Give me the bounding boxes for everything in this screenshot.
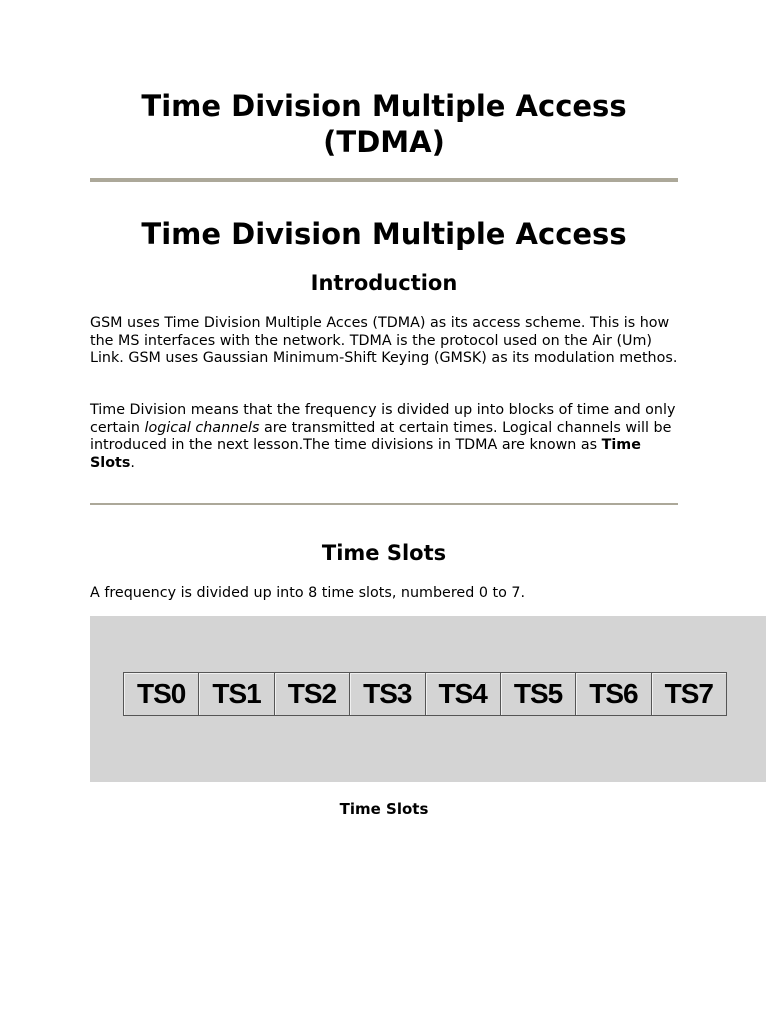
figure-caption: Time Slots	[339, 800, 429, 818]
time-slots-heading: Time Slots	[321, 541, 447, 565]
introduction-paragraph-2	[90, 402, 680, 472]
time-slot-cell: TS0	[124, 673, 199, 715]
introduction-heading: Introduction	[310, 271, 458, 295]
time-slot-cell: TS4	[426, 673, 501, 715]
paragraph-2-text-a: Time Division means that the frequency is divided up into blocks of time and only certain	[90, 402, 676, 436]
title-divider	[90, 178, 678, 182]
document-title-line1: Time Division Multiple Access	[141, 89, 627, 123]
introduction-paragraph-1: GSM uses Time Division Multiple Acces (TDMA) as its access scheme. This is how the MS interfaces with the network. TDMA is the protocol used on the Air (Um) Link. GSM uses Gaussian Minimum-Shift Keying (GMSK) as its modulation methos.	[90, 315, 678, 367]
time-slot-cell: TS5	[501, 673, 576, 715]
time-slot-cell: TS6	[576, 673, 651, 715]
time-slots-paragraph: A frequency is divided up into 8 time slots, numbered 0 to 7.	[90, 585, 526, 601]
time-slots-bar	[123, 672, 727, 716]
paragraph-2-text-b: are transmitted at certain times. Logical channels will be introduced in the next lesson.The time divisions in TDMA are known as	[90, 419, 672, 454]
section-title: Time Division Multiple Access	[141, 217, 627, 251]
document-title	[90, 88, 678, 160]
time-slots-strong: Time Slots	[90, 437, 641, 471]
time-slot-cell: TS1	[199, 673, 274, 715]
time-slot-cell: TS3	[350, 673, 425, 715]
section-divider	[90, 503, 678, 505]
time-slot-cell: TS2	[275, 673, 350, 715]
paragraph-2-text-end: .	[130, 454, 135, 471]
time-slot-cell: TS7	[652, 673, 726, 715]
logical-channels-emphasis: logical channels	[144, 419, 260, 436]
document-title-line2: (TDMA)	[323, 125, 445, 159]
time-slots-figure	[90, 616, 766, 782]
